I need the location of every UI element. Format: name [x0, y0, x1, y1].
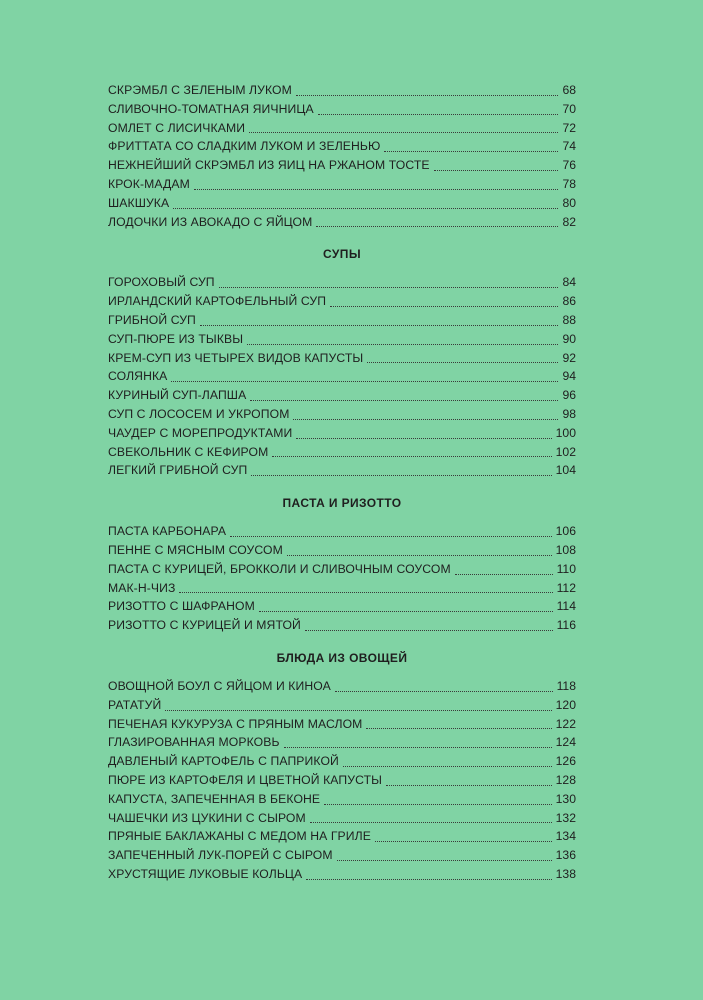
table-of-contents: [108, 81, 576, 884]
entry-page-number: 122: [555, 716, 576, 731]
entry-page-number: 88: [562, 312, 576, 327]
entry-page-number: 100: [555, 425, 576, 440]
entry-title: ГРИБНОЙ СУП: [108, 312, 196, 327]
entry-page-number: 82: [562, 214, 576, 229]
entry-page-number: 94: [562, 369, 576, 384]
entry-title: ДАВЛЕНЫЙ КАРТОФЕЛЬ С ПАПРИКОЙ: [108, 754, 339, 769]
dot-leader: [337, 860, 552, 861]
toc-entry: [108, 696, 576, 715]
entry-page-number: 68: [562, 83, 576, 97]
toc-entry: [108, 311, 576, 330]
entry-page-number: 120: [555, 697, 576, 712]
toc-entry: [108, 292, 576, 311]
toc-section: [108, 648, 576, 884]
toc-entry: [108, 597, 576, 616]
toc-entry: [108, 213, 576, 232]
dot-leader: [335, 691, 553, 692]
entry-title: РИЗОТТО С ШАФРАНОМ: [108, 599, 255, 614]
entry-page-number: 110: [556, 561, 576, 576]
dot-leader: [249, 132, 558, 133]
toc-entry: [108, 616, 576, 635]
entry-page-number: 80: [562, 195, 576, 210]
dot-leader: [455, 574, 553, 575]
entry-title: ХРУСТЯЩИЕ ЛУКОВЫЕ КОЛЬЦА: [108, 866, 303, 881]
entry-title: СЛИВОЧНО-ТОМАТНАЯ ЯИЧНИЦА: [108, 101, 314, 116]
entry-title: СУП С ЛОСОСЕМ И УКРОПОМ: [108, 406, 290, 421]
entry-page-number: 136: [555, 848, 576, 863]
entry-page-number: 104: [555, 463, 576, 478]
entry-title: ГЛАЗИРОВАННАЯ МОРКОВЬ: [108, 735, 280, 750]
entry-title: ПРЯНЫЕ БАКЛАЖАНЫ С МЕДОМ НА ГРИЛЕ: [108, 829, 371, 844]
toc-entry: [108, 827, 576, 846]
toc-entry: [108, 119, 576, 138]
entry-title: СВЕКОЛЬНИК С КЕФИРОМ: [108, 444, 269, 459]
toc-entry: [108, 579, 576, 598]
entry-page-number: 74: [562, 139, 576, 154]
entry-title: ПЕННЕ С МЯСНЫМ СОУСОМ: [108, 542, 283, 557]
entry-page-number: 134: [555, 829, 576, 844]
toc-entry: [108, 809, 576, 828]
dot-leader: [293, 419, 558, 420]
dot-leader: [219, 287, 559, 288]
entry-title: ЧАШЕЧКИ ИЗ ЦУКИНИ С СЫРОМ: [108, 810, 306, 825]
entry-title: КРОК-МАДАМ: [108, 176, 190, 191]
toc-entry: [108, 522, 576, 541]
toc-entry: [108, 156, 576, 175]
toc-entry: [108, 733, 576, 752]
dot-leader: [310, 822, 552, 823]
dot-leader: [296, 95, 559, 96]
dot-leader: [173, 208, 558, 209]
entry-title: ОМЛЕТ С ЛИСИЧКАМИ: [108, 120, 246, 135]
entry-page-number: 118: [556, 678, 576, 693]
entry-page-number: 116: [556, 618, 576, 633]
dot-leader: [272, 456, 551, 457]
dot-leader: [259, 611, 553, 612]
entry-title: СКРЭМБЛ С ЗЕЛЕНЫМ ЛУКОМ: [108, 83, 292, 97]
dot-leader: [324, 804, 551, 805]
entry-page-number: 114: [556, 599, 576, 614]
entry-page-number: 106: [555, 524, 576, 539]
entry-page-number: 90: [562, 331, 576, 346]
toc-entry: [108, 194, 576, 213]
dot-leader: [247, 344, 558, 345]
toc-entry: [108, 175, 576, 194]
toc-entry: [108, 865, 576, 884]
dot-leader: [179, 592, 552, 593]
entry-title: СУП-ПЮРЕ ИЗ ТЫКВЫ: [108, 331, 244, 346]
entry-title: ИРЛАНДСКИЙ КАРТОФЕЛЬНЫЙ СУП: [108, 294, 327, 309]
entry-title: ПЮРЕ ИЗ КАРТОФЕЛЯ И ЦВЕТНОЙ КАПУСТЫ: [108, 772, 383, 787]
toc-entry: [108, 752, 576, 771]
entry-title: ЛЕГКИЙ ГРИБНОЙ СУП: [108, 463, 248, 478]
entry-page-number: 108: [555, 542, 576, 557]
toc-entry: [108, 443, 576, 462]
toc-entry: [108, 424, 576, 443]
entry-title: ШАКШУКА: [108, 195, 170, 210]
entry-title: ПАСТА КАРБОНАРА: [108, 524, 227, 539]
entry-page-number: 102: [555, 444, 576, 459]
toc-entry: [108, 541, 576, 560]
toc-entry: [108, 137, 576, 156]
toc-entry: [108, 330, 576, 349]
entry-title: МАК-Н-ЧИЗ: [108, 580, 176, 595]
entry-page-number: 126: [555, 754, 576, 769]
entry-title: КРЕМ-СУП ИЗ ЧЕТЫРЕХ ВИДОВ КАПУСТЫ: [108, 350, 364, 365]
entry-page-number: 98: [562, 406, 576, 421]
dot-leader: [296, 438, 551, 439]
entry-page-number: 86: [562, 294, 576, 309]
toc-entry: [108, 715, 576, 734]
entry-page-number: 72: [562, 120, 576, 135]
entry-page-number: 70: [562, 101, 576, 116]
toc-entry: [108, 81, 576, 100]
dot-leader: [230, 536, 552, 537]
toc-entry: [108, 273, 576, 292]
dot-leader: [306, 879, 551, 880]
dot-leader: [284, 747, 552, 748]
entry-page-number: 96: [562, 388, 576, 403]
entry-page-number: 112: [556, 580, 576, 595]
entry-page-number: 84: [562, 275, 576, 290]
dot-leader: [171, 381, 558, 382]
toc-entry: [108, 560, 576, 579]
entry-title: ЛОДОЧКИ ИЗ АВОКАДО С ЯЙЦОМ: [108, 214, 313, 229]
dot-leader: [316, 226, 558, 227]
entry-title: ЗАПЕЧЕННЫЙ ЛУК-ПОРЕЙ С СЫРОМ: [108, 848, 333, 863]
toc-entry: [108, 771, 576, 790]
entry-page-number: 130: [555, 791, 576, 806]
section-heading: СУПЫ: [323, 247, 361, 262]
dot-leader: [251, 475, 551, 476]
dot-leader: [434, 170, 559, 171]
dot-leader: [305, 630, 553, 631]
entry-page-number: 78: [562, 176, 576, 191]
entry-title: СОЛЯНКА: [108, 369, 168, 384]
toc-entry: [108, 367, 576, 386]
entry-page-number: 92: [562, 350, 576, 365]
dot-leader: [375, 841, 552, 842]
dot-leader: [194, 189, 559, 190]
dot-leader: [330, 306, 558, 307]
toc-entry: [108, 100, 576, 119]
toc-entry: [108, 349, 576, 368]
dot-leader: [366, 728, 551, 729]
dot-leader: [367, 362, 558, 363]
entry-title: ГОРОХОВЫЙ СУП: [108, 275, 215, 290]
toc-entry: [108, 677, 576, 696]
entry-page-number: 128: [555, 772, 576, 787]
entry-title: ОВОЩНОЙ БОУЛ С ЯЙЦОМ И КИНОА: [108, 678, 331, 693]
entry-title: НЕЖНЕЙШИЙ СКРЭМБЛ ИЗ ЯИЦ НА РЖАНОМ ТОСТЕ: [108, 158, 430, 173]
entry-title: ПАСТА С КУРИЦЕЙ, БРОККОЛИ И СЛИВОЧНЫМ СОУСОМ: [108, 561, 451, 576]
dot-leader: [386, 785, 552, 786]
entry-page-number: 124: [555, 735, 576, 750]
toc-entry: [108, 461, 576, 480]
toc-entry: [108, 846, 576, 865]
dot-leader: [343, 766, 552, 767]
entry-title: КАПУСТА, ЗАПЕЧЕННАЯ В БЕКОНЕ: [108, 791, 321, 806]
dot-leader: [318, 114, 559, 115]
toc-entry: [108, 790, 576, 809]
entry-title: КУРИНЫЙ СУП-ЛАПША: [108, 388, 247, 403]
toc-section: [108, 493, 576, 635]
section-heading: ПАСТА И РИЗОТТО: [282, 496, 402, 511]
dot-leader: [384, 151, 558, 152]
dot-leader: [287, 555, 552, 556]
entry-page-number: 132: [555, 810, 576, 825]
toc-section: [108, 81, 576, 231]
entry-title: РИЗОТТО С КУРИЦЕЙ И МЯТОЙ: [108, 618, 301, 633]
toc-section: [108, 244, 576, 480]
toc-entry: [108, 405, 576, 424]
entry-title: ЧАУДЕР С МОРЕПРОДУКТАМИ: [108, 425, 293, 440]
entry-page-number: 138: [555, 866, 576, 881]
entry-title: ФРИТТАТА СО СЛАДКИМ ЛУКОМ И ЗЕЛЕНЬЮ: [108, 139, 381, 154]
entry-title: ПЕЧЕНАЯ КУКУРУЗА С ПРЯНЫМ МАСЛОМ: [108, 716, 363, 731]
dot-leader: [200, 325, 559, 326]
toc-entry: [108, 386, 576, 405]
section-heading: БЛЮДА ИЗ ОВОЩЕЙ: [276, 650, 408, 665]
dot-leader: [250, 400, 558, 401]
entry-page-number: 76: [562, 158, 576, 173]
dot-leader: [165, 710, 551, 711]
entry-title: РАТАТУЙ: [108, 697, 162, 712]
